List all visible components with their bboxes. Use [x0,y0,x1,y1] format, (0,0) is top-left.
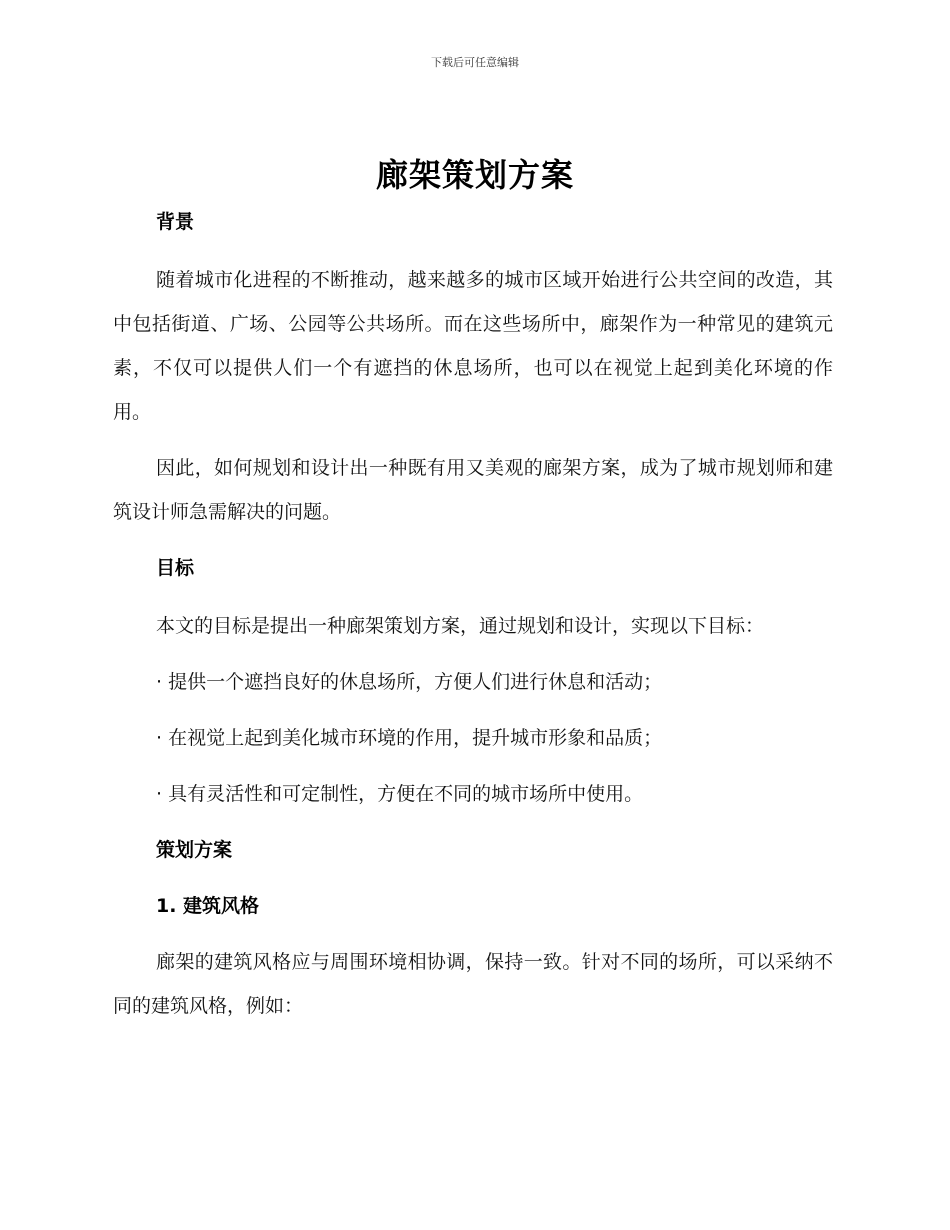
background-paragraph-1: 随着城市化进程的不断推动，越来越多的城市区域开始进行公共空间的改造，其中包括街道、广场、公园等公共场所。而在这些场所中，廊架作为一种常见的建筑元素，不仅可以提供人们一个有遮挡的休息场所，也可以在视觉上起到美化环境的作用。 [113,269,833,423]
goal-bullet-2: · 在视觉上起到美化城市环境的作用，提升城市形象和品质； [156,727,663,749]
subsection-heading-architecture-style: 1. 建筑风格 [156,895,260,917]
goal-bullet-3: · 具有灵活性和可定制性，方便在不同的城市场所中使用。 [156,783,644,805]
document-body [113,200,833,1028]
section-heading-goals: 目标 [156,557,195,579]
architecture-style-paragraph: 廊架的建筑风格应与周围环境相协调，保持一致。针对不同的场所，可以采纳不同的建筑风格，例如： [113,951,833,1017]
document-title: 廊架策划方案 [375,156,574,194]
section-heading-plan: 策划方案 [156,839,233,861]
goal-bullet-1: · 提供一个遮挡良好的休息场所，方便人们进行休息和活动； [156,671,663,693]
background-paragraph-2: 因此，如何规划和设计出一种既有用又美观的廊架方案，成为了城市规划师和建筑设计师急需解决的问题。 [113,457,833,523]
goals-intro-paragraph: 本文的目标是提出一种廊架策划方案，通过规划和设计，实现以下目标： [156,615,765,637]
section-heading-background: 背景 [156,211,195,233]
header-note: 下载后可任意编辑 [431,56,519,69]
